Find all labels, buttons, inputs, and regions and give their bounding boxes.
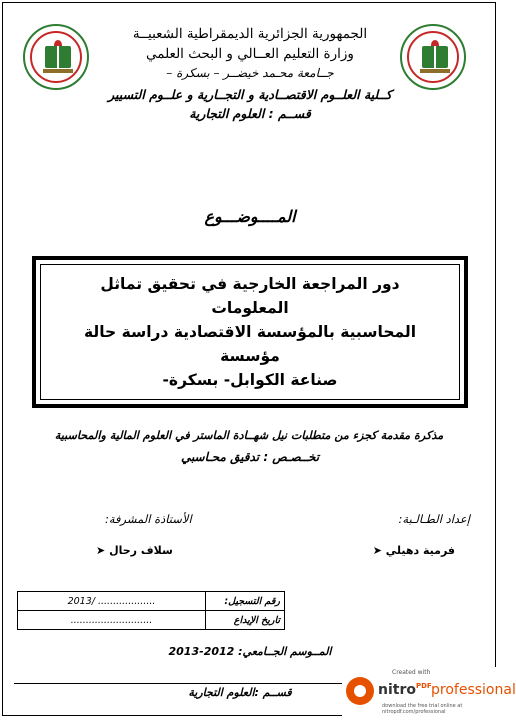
title-box	[32, 256, 468, 408]
supervisor-name: سلاف رحال	[109, 544, 173, 557]
bullet-arrow-icon: ➤	[96, 544, 106, 557]
student-name: فرمية دهيلي	[385, 544, 455, 557]
university-logo-left	[23, 24, 89, 90]
bullet-arrow-icon: ➤	[372, 544, 382, 557]
watermark-brand: nitro$^{PDF}$	[378, 682, 432, 698]
title-line: صناعة الكوابل- بسكرة-	[162, 371, 338, 389]
department-line: قســم : العلوم التجارية	[189, 106, 311, 121]
academic-season: المــوسم الجــامعي: 2012-2013	[168, 645, 332, 658]
table-row	[18, 611, 285, 630]
memo-specialty: تخــصـص : تدقيق محـاسبي	[180, 450, 320, 464]
memo-purpose: مذكرة مقدمة كجزء من متطلبات نيل شهــادة الماستر في العلوم المالية والمحاسبية	[54, 429, 444, 442]
supervisor-name-row	[90, 544, 173, 557]
nitro-logo-icon	[346, 677, 374, 705]
student-label: إعداد الطـالـبة:	[398, 512, 470, 526]
watermark-suffix: professional	[431, 682, 516, 698]
deposit-date-value: ...........................	[18, 611, 206, 630]
republic-line: الجمهورية الجزائرية الديمقراطية الشعبيــة	[132, 26, 368, 42]
thesis-title	[70, 272, 430, 392]
watermark-created-with: Created with	[392, 669, 431, 676]
nitro-watermark	[342, 667, 516, 717]
title-line: المحاسبية بالمؤسسة الاقتصادية دراسة حالة مؤسسة	[83, 323, 417, 365]
university-line: جــامعة محـمد خيضــر – بسكرة –	[166, 66, 334, 80]
footer-department: قســم :العلوم التجارية	[188, 686, 292, 699]
deposit-date-label: تاريخ الإيداع	[206, 611, 285, 630]
title-line: دور المراجعة الخارجية في تحقيق تماثل المعلومات	[100, 275, 400, 317]
registration-number-label: رقم التسجيل:	[206, 592, 285, 611]
supervisor-label: الأستاذة المشرفة:	[105, 512, 192, 526]
table-row	[18, 592, 285, 611]
faculty-line: كــلية العلــوم الاقتصــادية و التجــارية و علــوم التسيير	[108, 87, 392, 102]
registration-table	[17, 591, 285, 630]
student-name-row	[367, 544, 455, 557]
watermark-url: download the free trial online at nitropdf.com/professional	[382, 703, 463, 715]
subject-heading: المــــوضـــوع	[204, 207, 296, 226]
ministry-line: وزارة التعليم العــالي و البحث العلمي	[146, 46, 354, 62]
registration-number-value: ................... /2013	[18, 592, 206, 611]
